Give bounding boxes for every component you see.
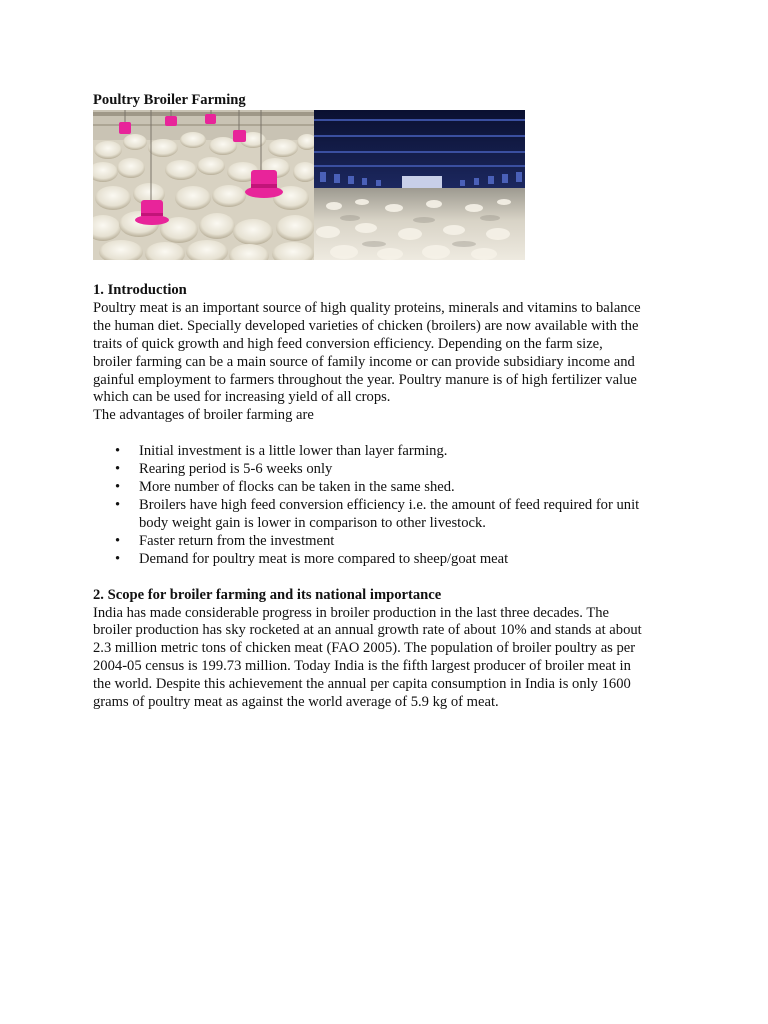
list-item-text: Demand for poultry meat is more compared to sheep/goat meat [139, 550, 509, 567]
list-item [93, 533, 693, 551]
text-line: 2.3 million metric tons of chicken meat (FAO 2005). The population of broiler poultry as per [93, 640, 636, 657]
text-line: broiler production has sky rocketed at an annual growth rate of about 10% and stands at about [93, 622, 642, 639]
document-page [93, 92, 693, 712]
text-line: grams of poultry meat as against the world average of 5.9 kg of meat. [93, 694, 499, 711]
document-title: Poultry Broiler Farming [93, 92, 246, 108]
section-heading-scope: 2. Scope for broiler farming and its national importance [93, 586, 442, 603]
chicken-feeder-image [93, 110, 314, 260]
text-line: which can be used for increasing yield of all crops. [93, 389, 391, 406]
broiler-flock-photo [93, 110, 314, 260]
list-item-text: Initial investment is a little lower than layer farming. [139, 443, 448, 460]
text-line: the world. Despite this achievement the annual per capita consumption in India is only 1600 [93, 676, 631, 693]
text-line: broiler farming can be a main source of family income or can provide subsidiary income and [93, 353, 635, 370]
list-item [93, 443, 693, 461]
poultry-shed-image [314, 110, 525, 260]
list-item-text: More number of flocks can be taken in the same shed. [139, 479, 455, 496]
introduction-paragraph [93, 300, 693, 425]
advantages-list [93, 443, 693, 568]
bullet-icon: • [115, 532, 121, 549]
list-item-text: Broilers have high feed conversion efficiency i.e. the amount of feed required for unit [139, 496, 640, 513]
scope-section [93, 587, 693, 712]
scope-paragraph [93, 605, 693, 712]
list-item [93, 479, 693, 497]
photo-strip [93, 110, 525, 260]
text-line: Poultry meat is an important source of high quality proteins, minerals and vitamins to balance [93, 299, 641, 316]
advantages-intro: The advantages of broiler farming are [93, 407, 314, 424]
bullet-icon: • [115, 550, 121, 567]
broiler-shed-photo [314, 110, 525, 260]
text-line: India has made considerable progress in broiler production in the last three decades. The [93, 604, 610, 621]
list-item [93, 461, 693, 479]
list-item-text: Faster return from the investment [139, 532, 335, 549]
bullet-icon: • [115, 496, 121, 513]
bullet-icon: • [115, 461, 121, 478]
list-item [93, 497, 693, 533]
bullet-icon: • [115, 479, 121, 496]
list-item-text: Rearing period is 5-6 weeks only [139, 461, 333, 478]
section-heading-introduction: 1. Introduction [93, 282, 187, 298]
text-line: the human diet. Specially developed varieties of chicken (broilers) are now available with the [93, 317, 639, 334]
text-line: traits of quick growth and high feed conversion efficiency. Depending on the farm size, [93, 335, 603, 352]
text-line: gainful employment to farmers throughout the year. Poultry manure is of high fertilizer value [93, 371, 637, 388]
list-item [93, 551, 693, 569]
bullet-icon: • [115, 443, 121, 460]
text-line: 2004-05 census is 199.73 million. Today India is the fifth largest producer of broiler meat in [93, 658, 631, 675]
list-item-text-continued: body weight gain is lower in comparison to other livestock. [139, 514, 486, 531]
